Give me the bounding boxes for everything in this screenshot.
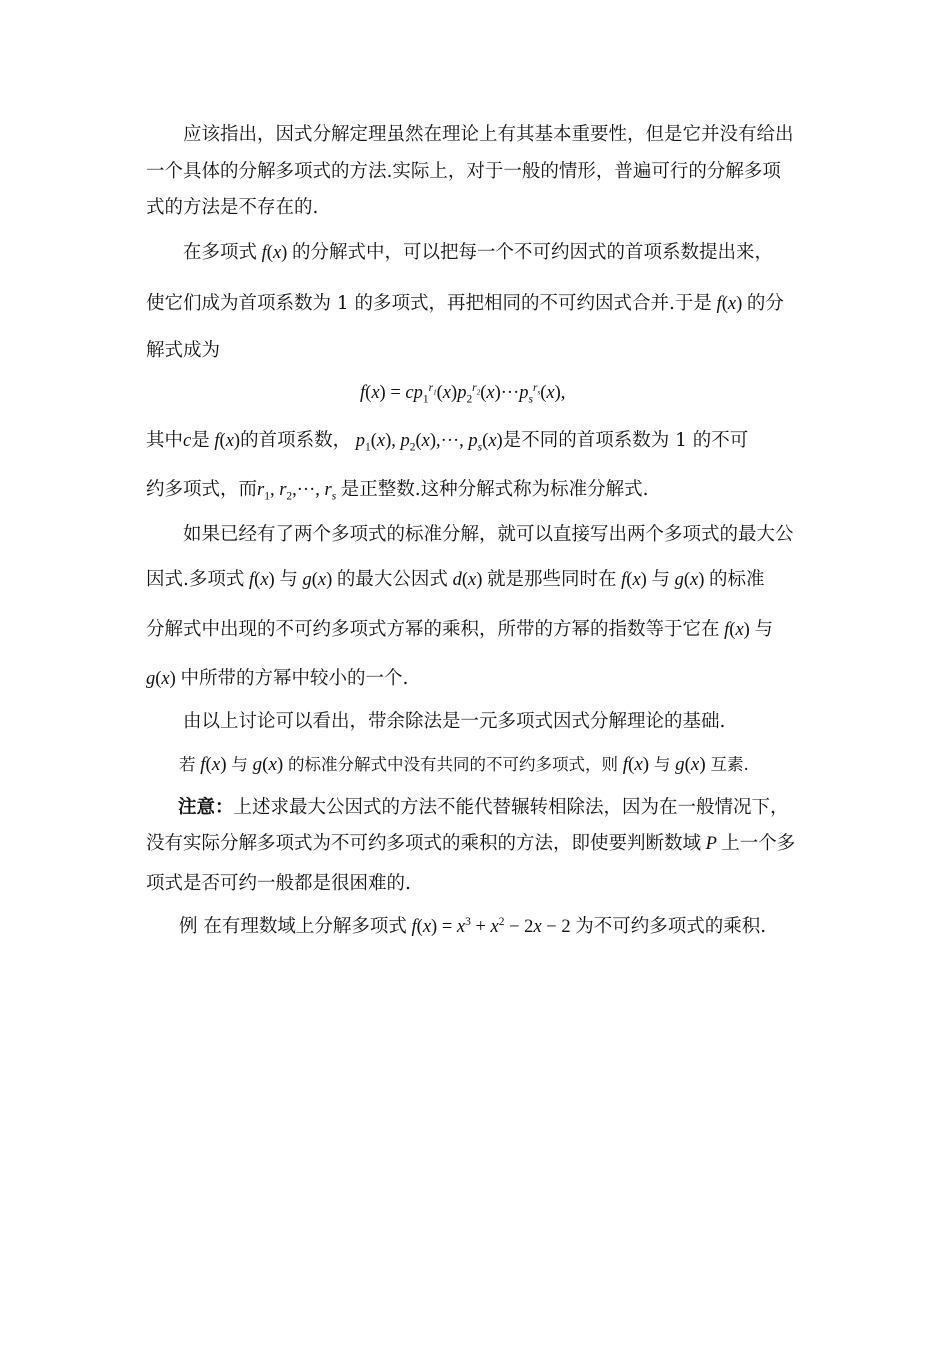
math-fx: f(x) xyxy=(257,243,288,263)
p7-line-1 xyxy=(178,795,789,821)
p8-text: 例 在有理数域上分解多项式 xyxy=(179,916,407,937)
p4-text: 与 xyxy=(651,569,670,590)
p3-text: 约多项式，而 xyxy=(146,479,258,500)
formula-comma: , xyxy=(560,383,566,403)
formula-standard-factorization: $f(x) = cp_1^{r_1}(x)p_2^{r_2}(x)\cdot\cdot\cdot p_s^{r_s}(x)$, xyxy=(360,381,566,406)
math-dx: d(x) xyxy=(447,570,483,590)
math-fx: f(x) xyxy=(195,754,227,775)
p7-line-3: 项式是否可约一般都是很困难的. xyxy=(146,873,411,894)
p6-text: 与 xyxy=(653,755,671,774)
math-fx: f(x) xyxy=(719,620,750,640)
p8-line-1 xyxy=(179,914,766,940)
p4-text: 中所带的方幂中较小的一个. xyxy=(180,668,409,689)
p3-text: 是不同的首项系数为 1 的不可 xyxy=(502,430,749,451)
math-gx: g(x) xyxy=(247,754,284,775)
note-colon: ： xyxy=(215,797,234,818)
math-fx: f(x) xyxy=(711,294,743,314)
p3-text: 的首项系数， xyxy=(240,430,352,451)
p7-text: 上述求最大公因式的方法不能代替辗转相除法，因为在一般情况下， xyxy=(233,797,789,818)
math-gx: g(x) xyxy=(669,570,705,590)
p6-line-1 xyxy=(179,752,749,778)
p4-text: 因式.多项式 xyxy=(146,569,245,590)
p7-line-2 xyxy=(146,831,795,857)
math-P-text: P xyxy=(705,834,717,854)
p2-text: 在多项式 xyxy=(183,242,258,263)
p4-text: 与 xyxy=(754,619,773,640)
p6-text: 与 xyxy=(231,755,248,774)
math-p-list: $p_1(x)$, $p_2(x),\cdot\cdot\cdot$, $p_s(x)$ xyxy=(351,431,503,454)
p7-text: 上一个多 xyxy=(721,833,796,854)
p6-text: 的标准分解式中没有共同的不可约多项式，则 xyxy=(287,755,618,774)
p1-line-1: 应该指出，因式分解定理虽然在理论上有其基本重要性，但是它并没有给出 xyxy=(183,124,794,145)
p4-line-2 xyxy=(146,567,765,593)
math-fx: f(x) xyxy=(617,754,650,775)
p1-line-3: 式的方法是不存在的. xyxy=(146,197,319,218)
p3-line-2 xyxy=(146,477,649,503)
p3-text: 是正整数.这种分解式称为标准分解式. xyxy=(340,479,649,500)
p2-text: 的分解式中，可以把每一个不可约因式的首项系数提出来， xyxy=(291,242,773,263)
p2-text: 使它们成为首项系数为 1 的多项式，再把相同的不可约因式合并.于是 xyxy=(146,293,712,314)
p4-text: 与 xyxy=(279,569,298,590)
p4-text: 的最大公因式 xyxy=(336,569,448,590)
p3-line-1 xyxy=(146,428,748,454)
p1-line-2: 一个具体的分解多项式的方法.实际上，对于一般的情形，普遍可行的分解多项 xyxy=(146,161,781,182)
p6-text: 互素. xyxy=(710,755,749,774)
math-gx: g(x) xyxy=(146,669,176,689)
note-label: 注意 xyxy=(178,797,216,818)
math-example-polynomial: $f(x) = x^3 + x^2 - 2x - 2$ xyxy=(406,915,576,937)
math-fx: f(x) xyxy=(616,570,647,590)
p7-text: 没有实际分解多项式为不可约多项式的乘积的方法，即使要判断数域 xyxy=(146,833,702,854)
math-r-list: $r_1$, $r_2,\cdot\cdot\cdot$, $r_s$ xyxy=(257,480,337,503)
math-gx: g(x) xyxy=(297,570,333,590)
p6-text: 若 xyxy=(179,755,196,774)
p4-text: 分解式中出现的不可约多项式方幂的乘积，所带的方幂的指数等于它在 xyxy=(146,619,720,640)
p4-line-3 xyxy=(146,617,773,643)
p4-line-4 xyxy=(146,666,408,692)
p2-line-3: 解式成为 xyxy=(146,340,221,361)
math-fx: f(x) xyxy=(209,431,241,451)
p2-line-2 xyxy=(146,291,784,317)
p4-line-1: 如果已经有了两个多项式的标准分解，就可以直接写出两个多项式的最大公 xyxy=(183,524,794,545)
math-P xyxy=(701,834,721,854)
p2-text: 的分 xyxy=(746,293,784,314)
p5-line-1: 由以上讨论可以看出，带余除法是一元多项式因式分解理论的基础. xyxy=(183,711,726,732)
p3-text: 其中 xyxy=(146,430,184,451)
math-gx: g(x) xyxy=(670,754,706,775)
p4-text: 就是那些同时在 xyxy=(487,569,617,590)
math-c: c xyxy=(183,431,192,451)
p3-text: 是 xyxy=(191,430,210,451)
p2-line-1 xyxy=(183,240,773,266)
p4-text: 的标准 xyxy=(709,569,765,590)
math-fx: f(x) xyxy=(244,570,275,590)
p8-text: 为不可约多项式的乘积. xyxy=(575,916,767,937)
